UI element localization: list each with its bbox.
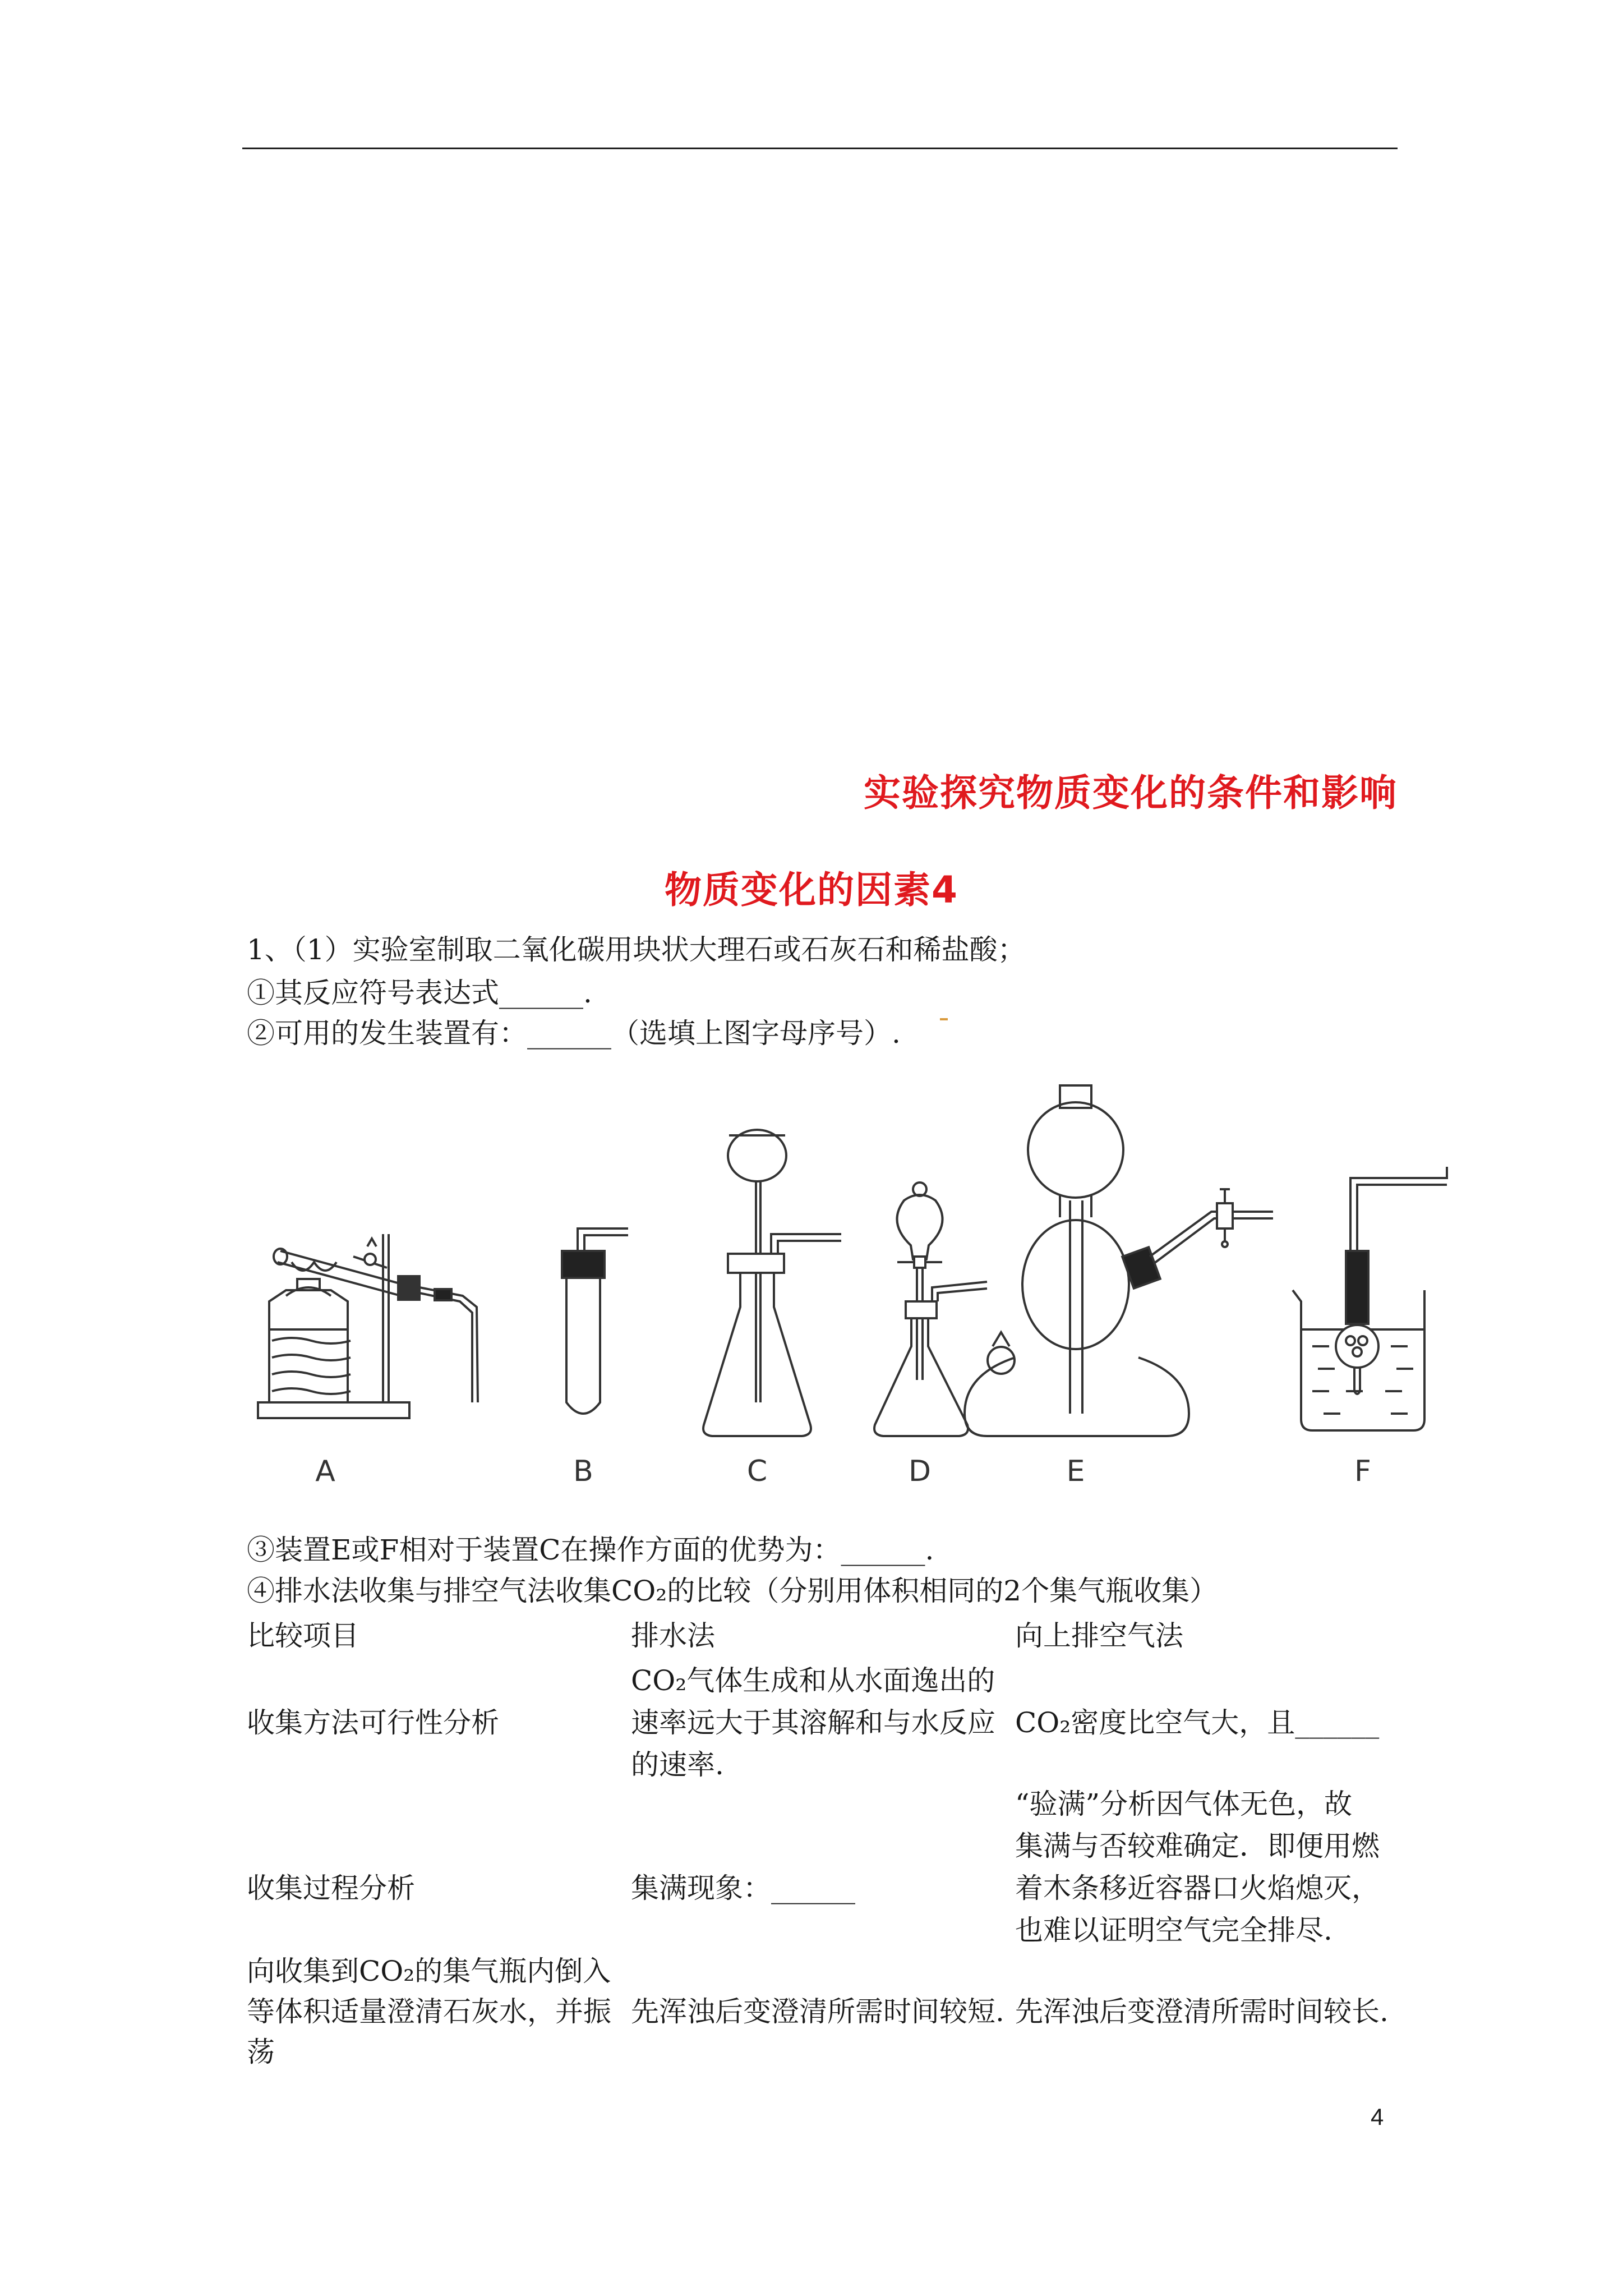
table-header-air: 向上排空气法 [1015,1619,1183,1652]
question-1: ①其反应符号表达式______. [247,977,592,1009]
apparatus-f [1293,1167,1447,1430]
row2-air-line1: “验满”分析因气体无色，故 [1015,1788,1353,1820]
row3-label-line3: 荡 [247,2036,275,2068]
question-3: ③装置E或F相对于装置C在操作方面的优势为：______. [247,1534,934,1566]
row2-air-line4: 也难以证明空气完全排尽. [1015,1914,1332,1947]
row3-label-line2: 等体积适量澄清石灰水，并振 [247,1995,611,2028]
row1-water-line3: 的速率. [631,1749,724,1781]
row2-water: 集满现象：______ [631,1872,855,1904]
row1-water-line1: CO₂气体生成和从水面逸出的 [631,1664,995,1697]
apparatus-a [258,1234,478,1418]
figure-label-a: A [315,1455,335,1488]
question-intro: 1、（1）实验室制取二氧化碳用块状大理石或石灰石和稀盐酸； [247,933,1026,966]
question-4: ④排水法收集与排空气法收集CO₂的比较（分别用体积相同的2个集气瓶收集） [247,1575,1218,1607]
figure-label-d: D [908,1455,932,1488]
page-subtitle: 物质变化的因素4 [665,868,958,912]
figure-label-b: B [573,1455,593,1488]
row1-air: CO₂密度比空气大，且______ [1015,1706,1380,1739]
apparatus-d [874,1182,987,1436]
apparatus-figure [247,1066,1492,1492]
page-number: 4 [1371,2104,1384,2130]
table-header-water: 排水法 [631,1619,715,1652]
figure-label-e: E [1066,1455,1085,1488]
page-title: 实验探究物质变化的条件和影响 [864,771,1398,815]
row1-label: 收集方法可行性分析 [247,1706,499,1739]
row3-water: 先浑浊后变澄清所需时间较短. [631,1995,1004,2028]
header-rule [242,148,1398,149]
row3-air: 先浑浊后变澄清所需时间较长. [1015,1995,1389,2028]
apparatus-e [965,1085,1273,1436]
apparatus-b [562,1228,628,1414]
stray-mark [940,1018,948,1020]
apparatus-c [703,1130,841,1436]
figure-label-f: F [1354,1455,1371,1488]
row1-water-line2: 速率远大于其溶解和与水反应 [631,1706,995,1739]
row3-label-line1: 向收集到CO₂的集气瓶内倒入 [247,1955,611,1987]
figure-label-c: C [746,1455,768,1488]
row2-air-line3: 着木条移近容器口火焰熄灭， [1015,1872,1380,1904]
table-header-item: 比较项目 [247,1619,359,1652]
row2-label: 收集过程分析 [247,1872,415,1904]
row2-air-line2: 集满与否较难确定．即便用燃 [1015,1830,1380,1862]
question-2: ②可用的发生装置有：______（选填上图字母序号）. [247,1017,901,1050]
